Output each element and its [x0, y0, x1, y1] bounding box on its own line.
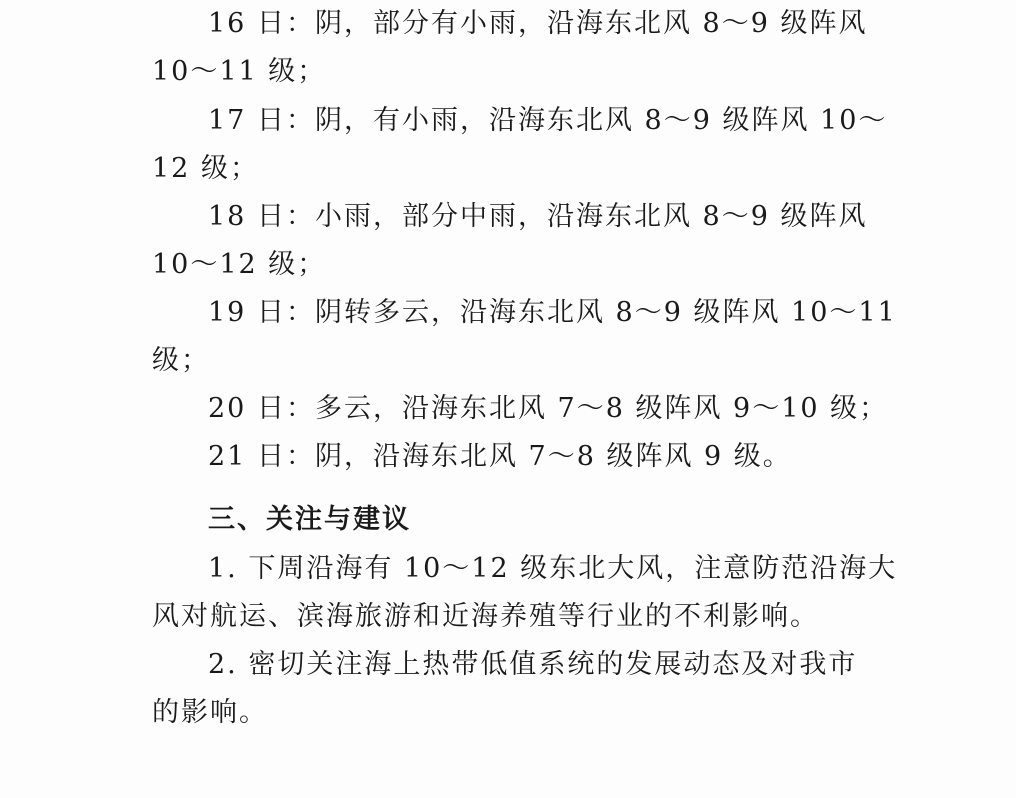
forecast-day20-line1: 20 日：多云，沿海东北风 7～8 级阵风 9～10 级； [208, 393, 889, 424]
suggestion-item1-line2: 风对航运、滨海旅游和近海养殖等行业的不利影响。 [152, 601, 819, 632]
suggestion-item1-line1: 1. 下周沿海有 10～12 级东北大风，注意防范沿海大 [208, 553, 898, 584]
forecast-day18-line1: 18 日：小雨，部分中雨，沿海东北风 8～9 级阵风 [208, 201, 868, 232]
suggestion-item2-line1: 2. 密切关注海上热带低值系统的发展动态及对我市 [208, 649, 858, 680]
forecast-day19-line2: 级； [152, 345, 210, 376]
forecast-day21-line1: 21 日：阴，沿海东北风 7～8 级阵风 9 级。 [208, 441, 792, 472]
forecast-day17-line2: 12 级； [152, 153, 259, 184]
suggestion-item2-line2: 的影响。 [152, 697, 268, 728]
section-heading: 三、关注与建议 [208, 504, 411, 535]
forecast-day16-line1: 16 日：阴，部分有小雨，沿海东北风 8～9 级阵风 [208, 8, 868, 39]
forecast-day16-line2: 10～11 级； [152, 56, 327, 87]
forecast-day19-line1: 19 日：阴转多云，沿海东北风 8～9 级阵风 10～11 [208, 297, 897, 328]
forecast-day17-line1: 17 日：阴，有小雨，沿海东北风 8～9 级阵风 10～ [208, 105, 888, 136]
forecast-day18-line2: 10～12 级； [152, 249, 327, 280]
